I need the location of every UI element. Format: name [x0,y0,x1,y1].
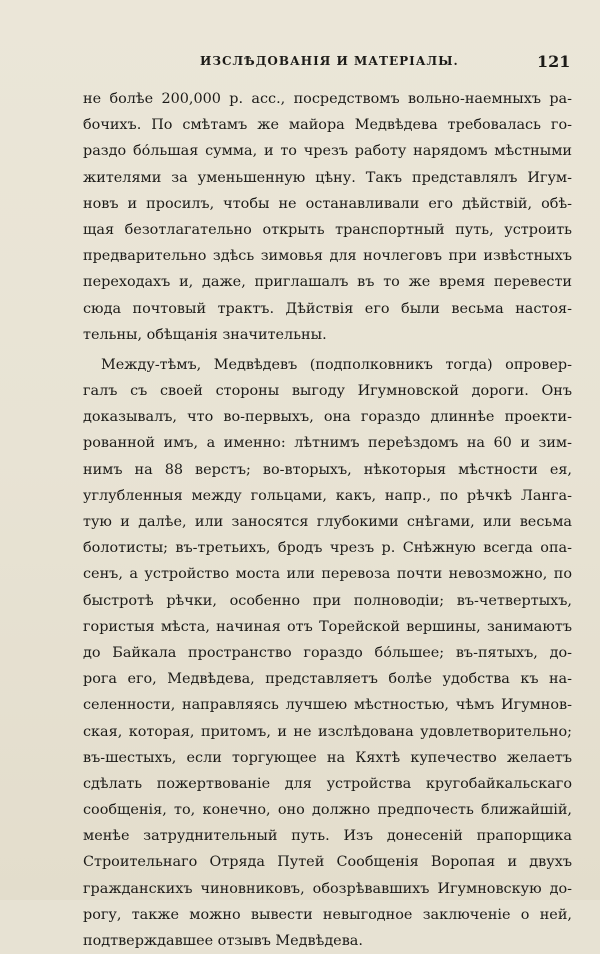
text-line: жителями за уменьшенную цѣну. Такъ представлялъ Игум- [83,169,572,186]
text-line: углубленныя между гольцами, какъ, напр., по рѣчкѣ Ланга- [83,487,572,504]
text-line: новъ и просилъ, чтобы не останавливали его дѣйствій, обѣ- [83,195,572,212]
text-line: быстротѣ рѣчки, особенно при полноводіи; въ-четвертыхъ, [83,592,572,609]
text-line: болотисты; въ-третьихъ, бродъ чрезъ р. Снѣжную всегда опа- [83,540,572,557]
text-line: менѣе затруднительный путь. Изъ донесеній прапорщика [83,828,572,845]
text-line: переходахъ и, даже, приглашалъ въ то же время перевести [83,274,572,291]
text-line: до Байкала пространство гораздо бо́льшее; въ-пятыхъ, до- [83,644,572,661]
text-line: щая безотлагательно открыть транспортный путь, устроить [83,221,572,238]
body-text [83,86,572,954]
text-line: въ-шестыхъ, если торгующее на Кяхтѣ купечество желаетъ [83,749,572,766]
text-line: сообщенія, то, конечно, оно должно предпочесть ближайшій, [83,802,572,819]
text-line: подтверждавшее отзывъ Медвѣдева. [83,933,363,949]
paragraph [83,352,572,954]
running-title: ИЗСЛѢДОВАНІЯ И МАТЕРІАЛЫ. [200,54,459,68]
text-line: ская, которая, притомъ, и не изслѣдована удовлетворительно; [83,723,572,740]
text-line: рованной имъ, а именно: лѣтнимъ переѣздомъ на 60 и зим- [83,435,572,452]
page-number: 121 [537,52,571,71]
text-line: тельны, обѣщанія значительны. [83,326,327,343]
running-head [0,52,600,76]
text-line: бочихъ. По смѣтамъ же майора Медвѣдева требовалась го- [83,117,572,134]
text-line: Строительнаго Отряда Путей Сообщенія Воропая и двухъ [83,854,572,871]
text-line: сюда почтовый трактъ. Дѣйствія его были весьма настоя- [83,300,572,317]
text-line: Между-тѣмъ, Медвѣдевъ (подполковникъ тогда) опровер- [101,356,572,373]
text-line: сенъ, а устройство моста или перевоза почти невозможно, по [83,566,572,583]
text-line: тую и далѣе, или заносятся глубокими снѣгами, или весьма [83,514,572,530]
text-line: нимъ на 88 верстъ; во-вторыхъ, нѣкоторыя мѣстности ея, [83,461,572,478]
text-line: не болѣе 200,000 р. асс., посредствомъ вольно-наемныхъ ра- [83,91,572,107]
text-line: галъ съ своей стороны выгоду Игумновской дороги. Онъ [83,383,572,400]
text-line: гражданскихъ чиновниковъ, обозрѣвавшихъ Игумновскую до- [83,880,572,897]
text-line: гористыя мѣста, начиная отъ Торейской вершины, занимаютъ [83,618,572,635]
text-line: селенности, направляясь лучшею мѣстностью, чѣмъ Игумнов- [83,697,572,714]
text-line: доказывалъ, что во-первыхъ, она гораздо длиннѣе проекти- [83,409,572,426]
text-line: рога его, Медвѣдева, представляетъ болѣе удобства къ на- [83,671,572,688]
text-line: рогу, также можно вывести невыгодное заключеніе о ней, [83,906,572,923]
text-line: предварительно здѣсь зимовья для ночлеговъ при извѣстныхъ [83,248,572,265]
text-line: раздо бо́льшая сумма, и то чрезъ работу нарядомъ мѣстными [83,143,572,160]
paragraph [83,86,572,348]
text-line: сдѣлать пожертвованіе для устройства кругобайкальскаго [83,775,572,792]
